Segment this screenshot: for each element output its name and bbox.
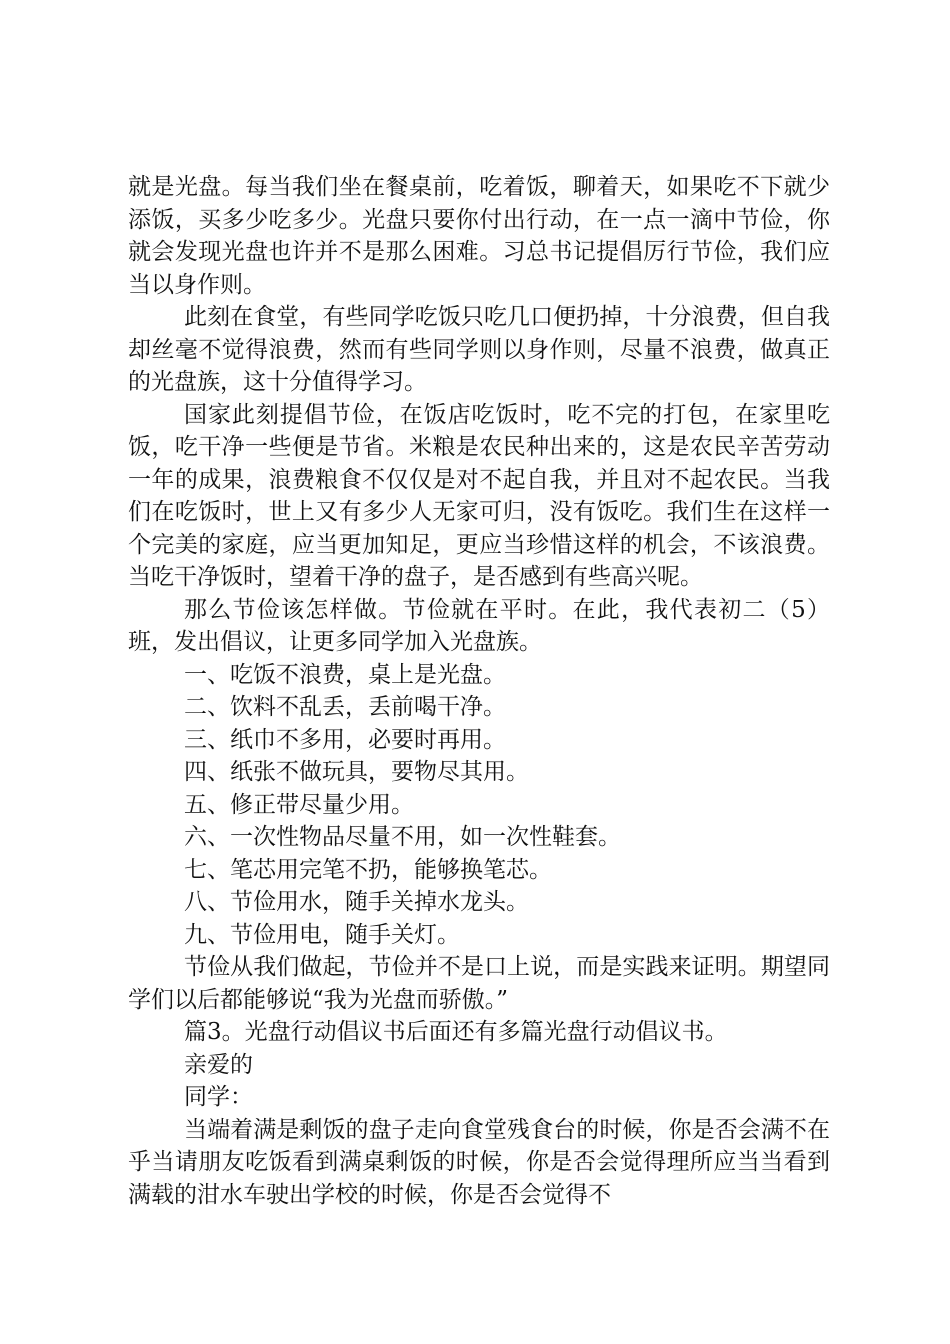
- paragraph-4: 那么节俭该怎样做。节俭就在平时。在此，我代表初二（5）班，发出倡议，让更多同学加入光盘族。: [128, 596, 830, 655]
- closing-paragraph: 节俭从我们做起，节俭并不是口上说，而是实践来证明。期望同学们以后都能够说“我为光盘而骄傲。”: [128, 954, 830, 1013]
- proposal-item-4: 四、纸张不做玩具，要物尽其用。: [184, 759, 529, 785]
- proposal-item-1: 一、吃饭不浪费，桌上是光盘。: [184, 661, 506, 688]
- salutation-line-2: 同学：: [184, 1084, 253, 1110]
- proposal-item-8: 八、节俭用水，随手关掉水龙头。: [184, 889, 529, 915]
- proposal-item-6: 六、一次性物品尽量不用，如一次性鞋套。: [184, 824, 621, 850]
- paragraph-1: 就是光盘。每当我们坐在餐桌前，吃着饭，聊着天，如果吃不下就少添饭，买多少吃多少。光盘只要你付出行动，在一点一滴中节俭，你就会发现光盘也许并不是那么困难。习总书记提倡厉行节俭，我们应当以身作则。: [128, 174, 830, 298]
- proposal-item-2: 二、饮料不乱丢，丢前喝干净。: [184, 694, 506, 720]
- paragraph-3: 国家此刻提倡节俭，在饭店吃饭时，吃不完的打包，在家里吃饭，吃干净一些便是节省。米粮是农民种出来的，这是农民辛苦劳动一年的成果，浪费粮食不仅仅是对不起自我，并且对不起农民。当我们在吃饭时，世上又有多少人无家可归，没有饭吃。我们生在这样一个完美的家庭，应当更加知足，更应当珍惜这样的机会，不该浪费。当吃干净饭时，望着干净的盘子，是否感到有些高兴呢。: [128, 401, 830, 590]
- document-body: [128, 171, 830, 1211]
- final-paragraph: 当端着满是剩饭的盘子走向食堂残食台的时候，你是否会满不在乎当请朋友吃饭看到满桌剩饭的时候，你是否会觉得理所应当当看到满载的泔水车驶出学校的时候，你是否会觉得不: [128, 1116, 830, 1208]
- proposal-item-7: 七、笔芯用完笔不扔，能够换笔芯。: [184, 856, 552, 883]
- proposal-item-3: 三、纸巾不多用，必要时再用。: [184, 726, 506, 753]
- salutation-line-1: 亲爱的: [184, 1051, 253, 1078]
- paragraph-2: 此刻在食堂，有些同学吃饭只吃几口便扔掉，十分浪费，但自我却丝毫不觉得浪费，然而有些同学则以身作则，尽量不浪费，做真正的光盘族，这十分值得学习。: [128, 304, 830, 395]
- next-article-heading: 篇3。光盘行动倡议书后面还有多篇光盘行动倡议书。: [184, 1019, 728, 1045]
- proposal-item-9: 九、节俭用电，随手关灯。: [184, 921, 460, 948]
- proposal-item-5: 五、修正带尽量少用。: [184, 791, 414, 818]
